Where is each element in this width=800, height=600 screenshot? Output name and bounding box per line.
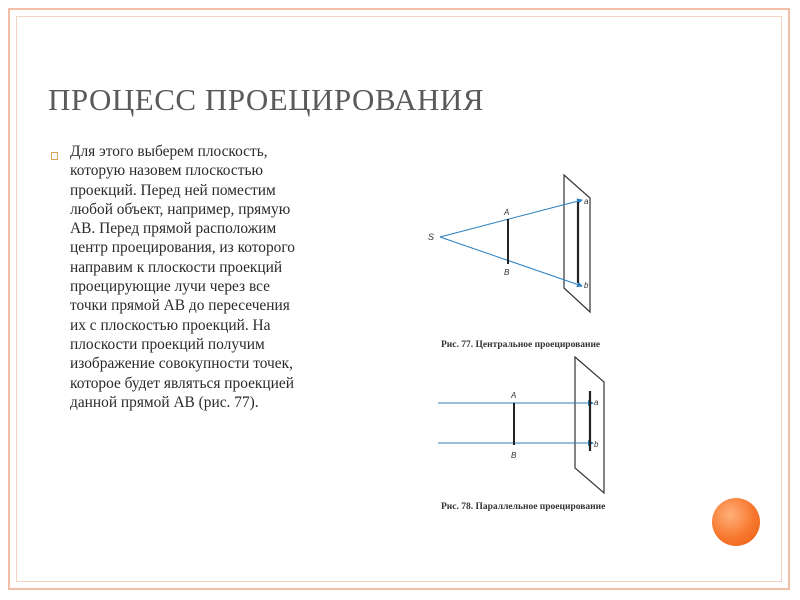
- label-b-proj: b: [594, 440, 599, 449]
- slide-title: ПРОЦЕСС ПРОЕЦИРОВАНИЯ: [48, 82, 484, 117]
- projecting-ray-a: [440, 200, 582, 237]
- label-s: S: [428, 232, 435, 242]
- label-a: A: [511, 391, 517, 400]
- projecting-ray-b: [440, 237, 582, 286]
- label-b: B: [511, 451, 517, 460]
- label-a-proj: a: [584, 197, 589, 206]
- label-a-proj: a: [594, 398, 599, 407]
- caption-central: Рис. 77. Центральное проецирование: [441, 340, 601, 350]
- decorative-orb-icon: [712, 498, 760, 546]
- square-bullet-icon: [51, 152, 58, 160]
- label-b: B: [504, 268, 510, 277]
- label-b-proj: b: [584, 281, 589, 290]
- central-projection-diagram: [420, 170, 630, 315]
- label-a: A: [504, 208, 510, 217]
- caption-parallel: Рис. 78. Параллельное проецирование: [441, 502, 606, 512]
- parallel-projection-diagram: [430, 355, 630, 495]
- slide-paragraph: Для этого выберем плоскость, которую назовем плоскостью проекций. Перед ней поместим любой объект, например, прямую АВ. Перед прямой расположим центр проецирования, из которого направим к плоскости проекций проецирующие лучи через все точки прямой АВ до пересечения их с плоскостью проекций. На плоскости проекций получим изображение совокупности точек, которое будет являться проекцией данной прямой АВ (рис. 77).: [70, 143, 295, 411]
